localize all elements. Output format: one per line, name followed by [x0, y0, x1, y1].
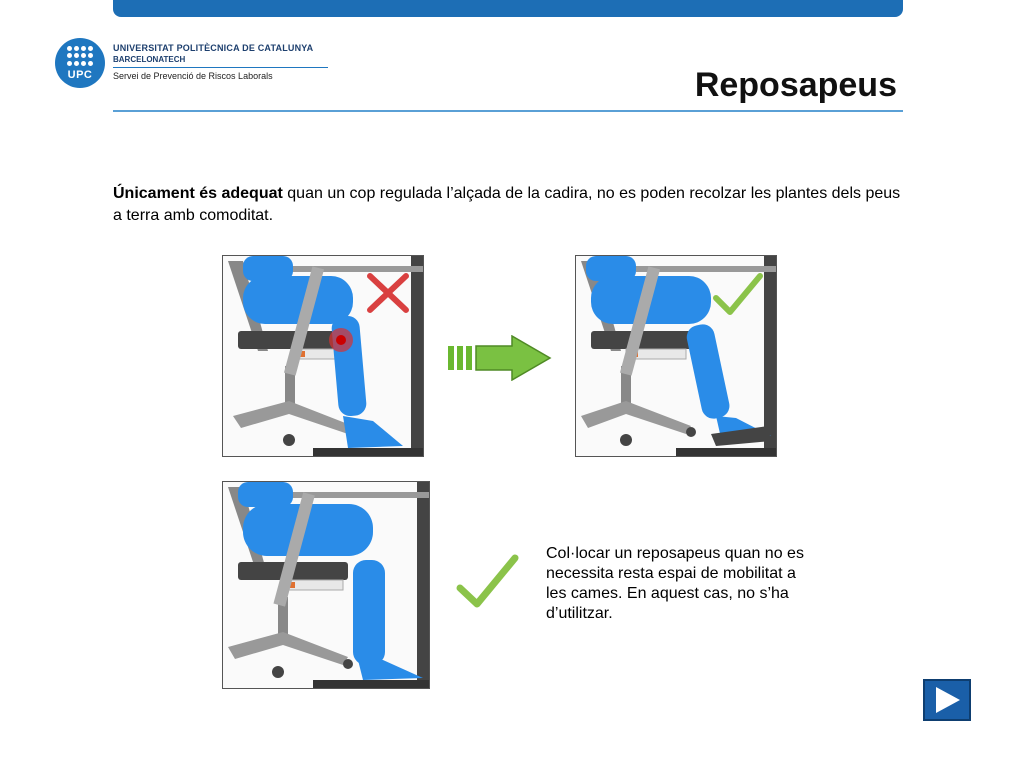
play-next-icon: [932, 685, 962, 715]
university-name: UNIVERSITAT POLITÈCNICA DE CATALUNYA: [113, 43, 314, 53]
upc-logo: [55, 38, 105, 88]
header-divider: [113, 110, 903, 112]
intro-text: [113, 183, 903, 227]
note-text: Col·locar un reposapeus quan no es necessita resta espai de mobilitat a les cames. En aquest cas, no s’ha d’utilitzar.: [546, 545, 804, 622]
top-bar: [113, 0, 903, 17]
next-slide-button[interactable]: [923, 679, 971, 721]
logo-divider: [113, 67, 328, 68]
intro-bold: Únicament és adequat: [113, 185, 283, 202]
logo-text: UPC: [67, 69, 93, 81]
check-icon: [712, 272, 764, 323]
page-title: Reposapeus: [694, 66, 897, 104]
barcelonatech-label: BARCELONATECH: [113, 55, 186, 64]
intro-rest: quan un cop regulada l’alçada de la cadira, no es poden recolzar les plantes dels peus a terra amb comoditat.: [113, 185, 901, 224]
arrow-right-icon: [448, 335, 552, 386]
service-name: Servei de Prevenció de Riscos Laborals: [113, 71, 273, 81]
illustration-no-footrest: [222, 481, 430, 689]
cross-icon: [364, 270, 412, 321]
check-icon: [455, 552, 521, 617]
